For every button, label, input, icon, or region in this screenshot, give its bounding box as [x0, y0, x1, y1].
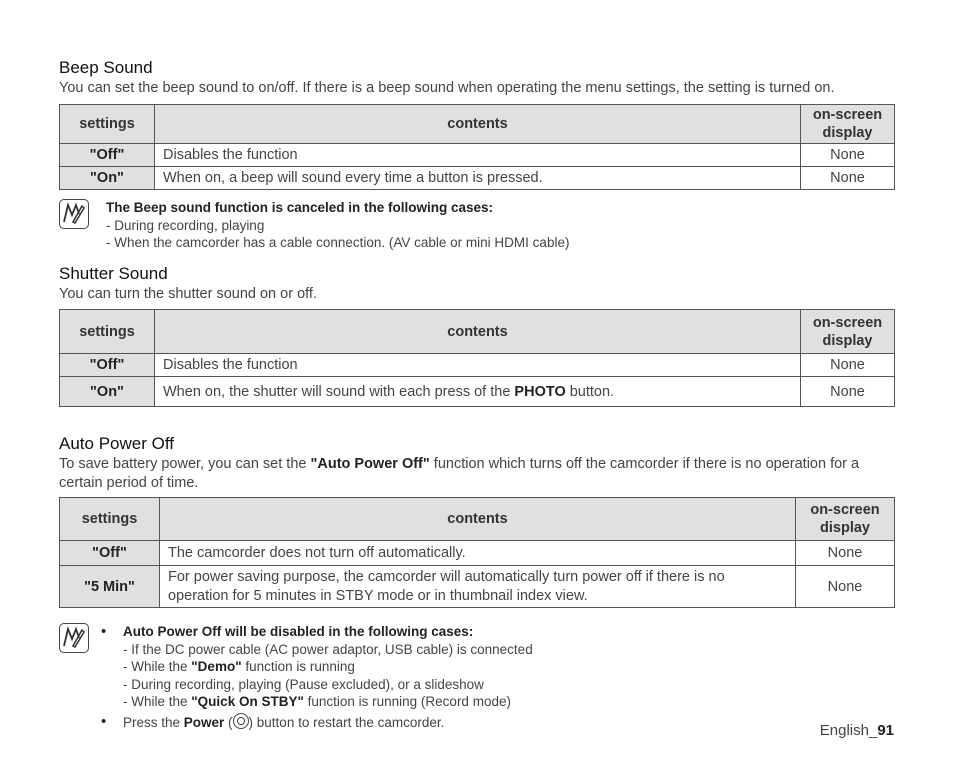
setting-cell: "On"	[60, 167, 155, 190]
content-text: When on, the shutter will sound with each press of the	[163, 383, 515, 400]
display-cell: None	[801, 167, 895, 190]
shutter-section	[59, 264, 895, 304]
note-item: - If the DC power cable (AC power adaptor, USB cable) is connected	[123, 641, 533, 657]
table-row	[60, 541, 895, 566]
note-item: • Press the Power ( ) button to restart the camcorder.	[101, 713, 533, 732]
header-display: on-screen display	[801, 105, 895, 144]
content-cell: Disables the function	[155, 354, 801, 377]
note-item: - During recording, playing	[106, 217, 265, 233]
setting-cell: "Off"	[60, 354, 155, 377]
note-body	[106, 199, 569, 252]
section-description	[59, 455, 895, 493]
note-item: - When the camcorder has a cable connection. (AV cable or mini HDMI cable)	[106, 235, 570, 250]
display-cell: None	[801, 144, 895, 167]
page-number: 91	[877, 722, 894, 739]
content-cell: For power saving purpose, the camcorder will automatically turn power off if there is no operation for 5 minutes in STBY mode or in thumbnail index view.	[160, 566, 796, 608]
desc-bold: "Auto Power Off"	[310, 456, 430, 472]
header-display: on-screen display	[796, 498, 895, 541]
section-title: Auto Power Off	[59, 434, 174, 453]
footer-language: English_	[819, 722, 878, 739]
setting-cell: "Off"	[60, 144, 155, 167]
note-item: - During recording, playing (Pause excluded), or a slideshow	[123, 676, 484, 692]
section-description: You can set the beep sound to on/off. If there is a beep sound when operating the menu settings, the setting is turned on.	[59, 80, 835, 96]
content-cell	[155, 377, 801, 407]
autopower-note	[59, 623, 895, 733]
display-cell: None	[796, 566, 895, 608]
shutter-table	[59, 309, 895, 407]
beep-section	[59, 58, 895, 98]
content-cell: The camcorder does not turn off automatically.	[160, 541, 796, 566]
setting-cell: "On"	[60, 377, 155, 407]
note-item: - While the "Quick On STBY" function is running (Record mode)	[123, 694, 511, 709]
section-title: Beep Sound	[59, 58, 153, 77]
note-title: The Beep sound function is canceled in the following cases:	[106, 200, 494, 215]
table-row	[60, 377, 895, 407]
section-description: You can turn the shutter sound on or off.	[59, 286, 317, 302]
header-settings: settings	[60, 310, 155, 354]
section-title: Shutter Sound	[59, 264, 168, 283]
header-settings: settings	[60, 498, 160, 541]
header-contents: contents	[160, 498, 796, 541]
beep-note	[59, 199, 895, 254]
power-icon	[233, 713, 249, 729]
desc-text: function which turns off the camcorder if there is no operation for a certain period of time.	[59, 456, 860, 491]
table-row	[60, 354, 895, 377]
note-title: Auto Power Off will be disabled in the following cases:	[123, 624, 474, 639]
header-display: on-screen display	[801, 310, 895, 354]
note-icon	[59, 623, 89, 653]
note-item: - While the "Demo" function is running	[123, 659, 355, 674]
desc-text: To save battery power, you can set the	[59, 456, 311, 472]
beep-table	[59, 104, 895, 190]
page-footer	[820, 722, 894, 739]
content-cell: When on, a beep will sound every time a button is pressed.	[155, 167, 801, 190]
note-icon	[59, 199, 89, 229]
table-row	[60, 144, 895, 167]
display-cell: None	[796, 541, 895, 566]
content-cell: Disables the function	[155, 144, 801, 167]
note-body	[101, 623, 533, 731]
table-row	[60, 566, 895, 608]
setting-cell: "Off"	[60, 541, 160, 566]
autopower-section	[59, 434, 895, 493]
autopower-table	[59, 497, 895, 608]
setting-cell: "5 Min"	[60, 566, 160, 608]
content-text: button.	[565, 383, 615, 400]
photo-button-label: PHOTO	[514, 383, 566, 400]
header-contents: contents	[155, 310, 801, 354]
header-contents: contents	[155, 105, 801, 144]
display-cell: None	[801, 377, 895, 407]
header-settings: settings	[60, 105, 155, 144]
table-row	[60, 167, 895, 190]
display-cell: None	[801, 354, 895, 377]
